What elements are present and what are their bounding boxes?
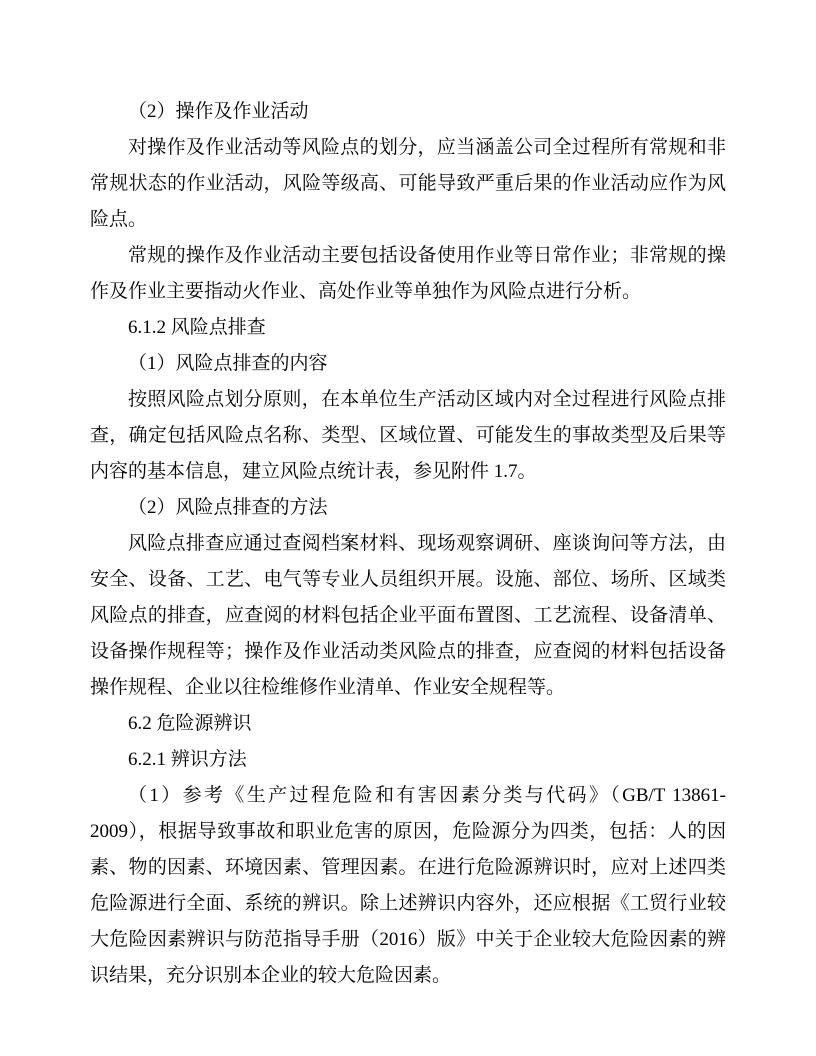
item-heading-check-content: （1）风险点排查的内容 <box>128 353 328 374</box>
item-heading-operations-activities: （2）操作及作业活动 <box>128 101 309 122</box>
section-heading-6-2-1: 6.2.1 辨识方法 <box>128 749 247 770</box>
paragraph-operations-risk-point-division: 对操作及作业活动等风险点的划分，应当涵盖公司全过程所有常规和非常规状态的作业活动，风险等级高、可能导致严重后果的作业活动应作为风险点。 <box>90 137 726 230</box>
paragraph-check-method: 风险点排查应通过查阅档案材料、现场观察调研、座谈询问等方法，由安全、设备、工艺、电气等专业人员组织开展。设施、部位、场所、区域类风险点的排查，应查阅的材料包括企业平面布置图、工艺流程、设备清单、设备操作规程等；操作及作业活动类风险点的排查，应查阅的材料包括设备操作规程、企业以往检维修作业清单、作业安全规程等。 <box>90 533 726 698</box>
section-heading-6-1-2: 6.1.2 风险点排查 <box>128 317 266 338</box>
section-heading-6-2: 6.2 危险源辨识 <box>128 713 252 734</box>
document-body <box>90 94 726 994</box>
paragraph-routine-vs-nonroutine: 常规的操作及作业活动主要包括设备使用作业等日常作业；非常规的操作及作业主要指动火作业、高处作业等单独作为风险点进行分析。 <box>90 245 726 302</box>
paragraph-identification-method: （1）参考《生产过程危险和有害因素分类与代码》（GB/T 13861-2009），根据导致事故和职业危害的原因，危险源分为四类，包括：人的因素、物的因素、环境因素、管理因素。在进行危险源辨识时，应对上述四类危险源进行全面、系统的辨识。除上述辨识内容外，还应根据《工贸行业较大危险因素辨识与防范指导手册（2016）版》中关于企业较大危险因素的辨识结果，充分识别本企业的较大危险因素。 <box>90 785 726 986</box>
item-heading-check-method: （2）风险点排查的方法 <box>128 497 328 518</box>
paragraph-check-content: 按照风险点划分原则，在本单位生产活动区域内对全过程进行风险点排查，确定包括风险点名称、类型、区域位置、可能发生的事故类型及后果等内容的基本信息，建立风险点统计表，参见附件 1.7。 <box>90 389 726 482</box>
